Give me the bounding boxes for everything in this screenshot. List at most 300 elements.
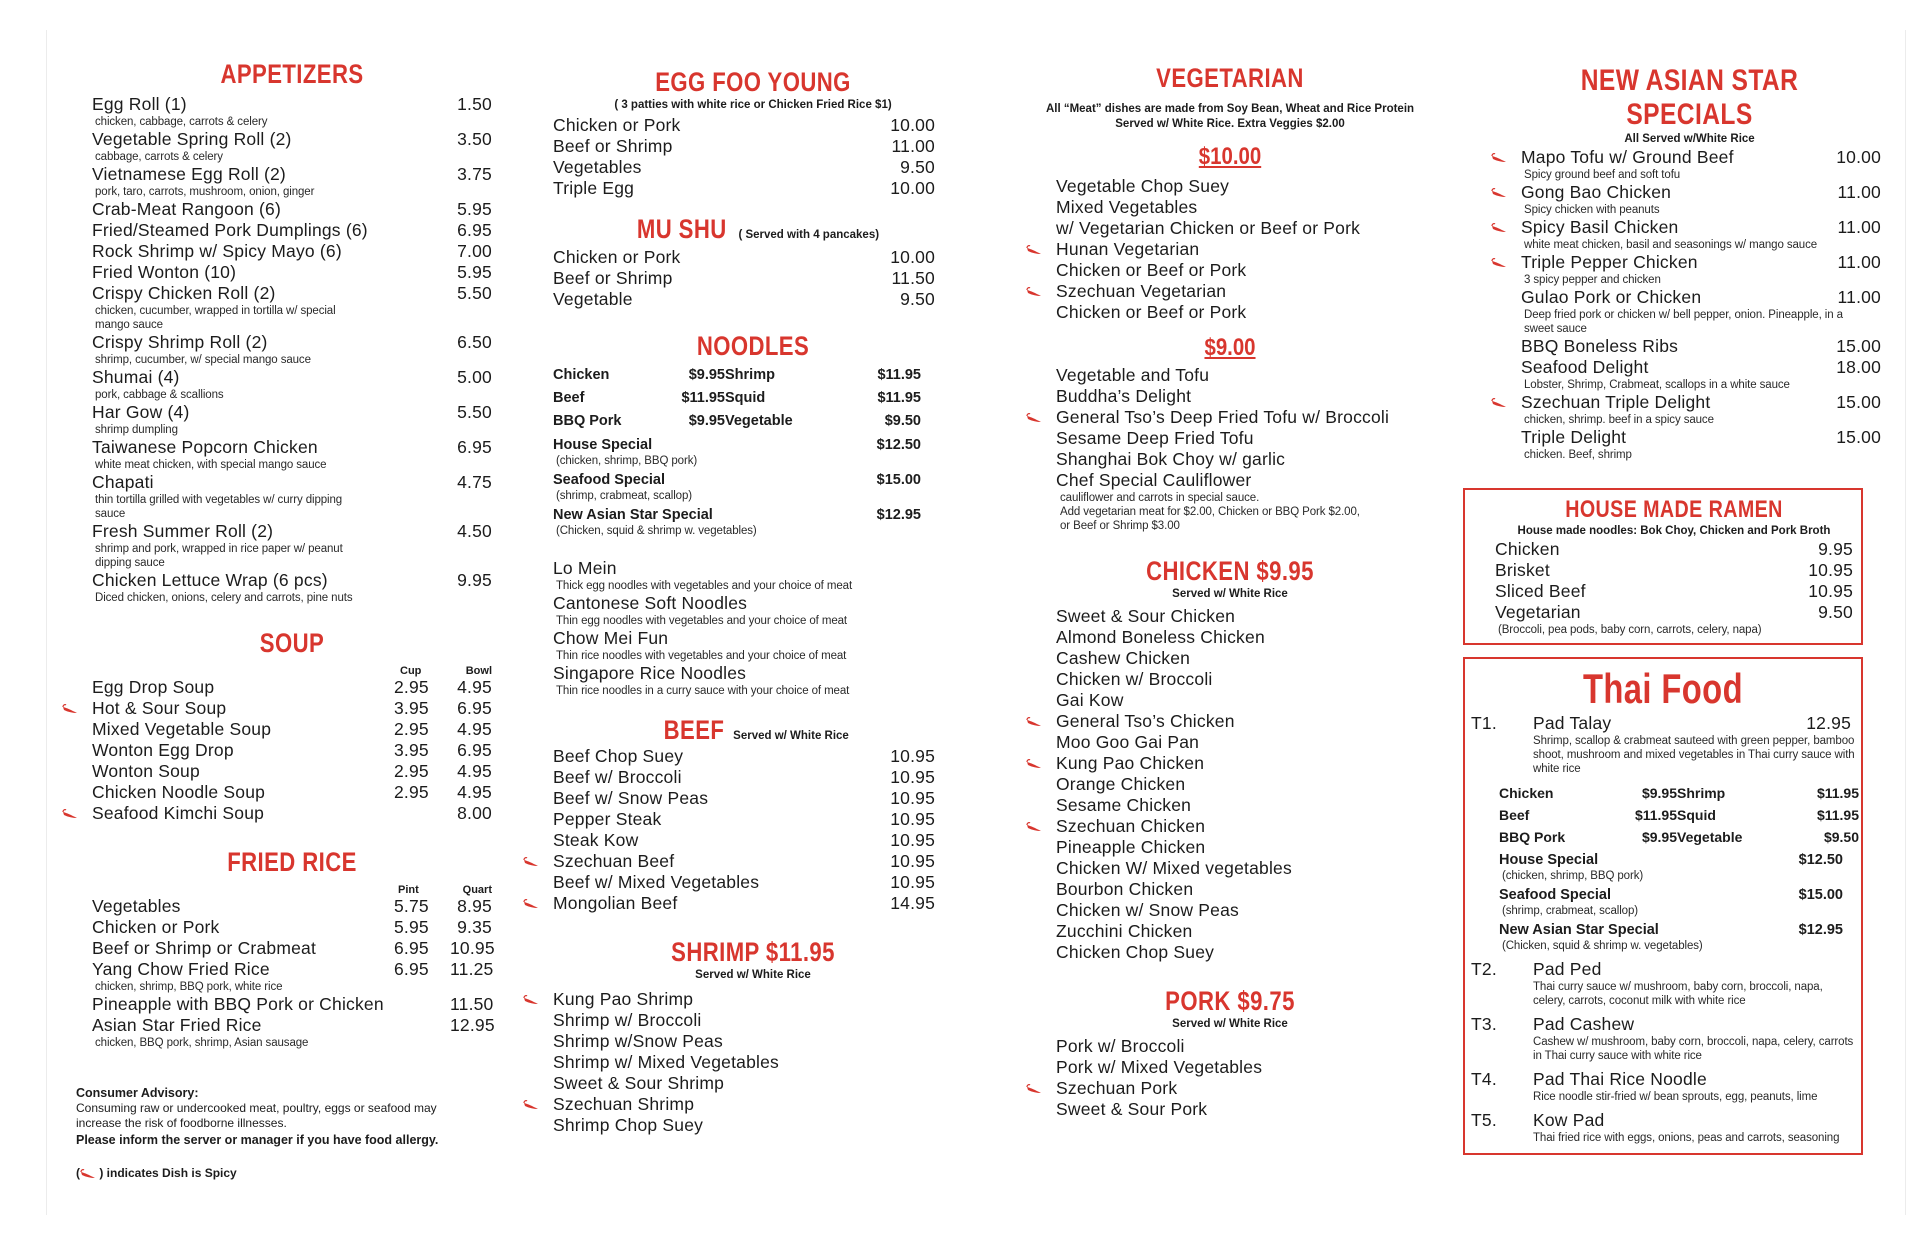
grid-label: Vegetable (1677, 829, 1743, 845)
menu-item-row (553, 268, 935, 289)
menu-item-price-large: 4.95 (457, 761, 492, 781)
menu-item-row (553, 809, 935, 830)
menu-item (1495, 581, 1853, 602)
menu-item-name: Sliced Beef (1495, 581, 1586, 601)
chicken-title: CHICKEN $9.95 (1146, 556, 1314, 586)
menu-item-name: Seafood Delight (1521, 357, 1649, 377)
special-price: $12.50 (876, 437, 921, 453)
menu-item (1056, 711, 1440, 732)
menu-item (553, 289, 935, 310)
menu-item-name: Wonton Soup (92, 761, 200, 781)
menu-item-price: 10.95 (1808, 560, 1853, 580)
menu-item-name: Pineapple with BBQ Pork or Chicken (92, 994, 384, 1014)
menu-item-name: Spicy Basil Chicken (1521, 217, 1679, 237)
menu-item-row (92, 332, 492, 353)
menu-item (1056, 197, 1440, 239)
menu-item (92, 896, 492, 917)
menu-item-price: 7.00 (457, 241, 492, 261)
menu-item (92, 994, 492, 1015)
spicy-pepper-icon (1026, 413, 1042, 423)
thai-item-row (1471, 1110, 1855, 1131)
menu-item-row (1056, 837, 1440, 858)
menu-item-name: Sesame Deep Fried Tofu (1056, 428, 1254, 448)
grid-label: Beef (553, 390, 585, 406)
menu-item-price-small: 2.95 (394, 677, 429, 697)
menu-item-price-small: 5.95 (394, 917, 429, 937)
menu-item (1521, 392, 1881, 427)
menu-item (92, 367, 492, 402)
column-2 (553, 66, 953, 1136)
egg-foo-young-note: ( 3 patties with white rice or Chicken Fried Rice $1) (614, 99, 892, 111)
menu-item-price: 5.50 (457, 402, 492, 422)
menu-item-row (553, 746, 935, 767)
menu-item-row (1056, 239, 1440, 260)
menu-item-price: 11.00 (1837, 217, 1881, 237)
menu-item-price-large: 6.95 (457, 698, 492, 718)
menu-item-name: Sweet & Sour Pork (1056, 1099, 1208, 1119)
menu-item-price-small: 6.95 (394, 938, 429, 958)
menu-item-price-large: 4.95 (457, 782, 492, 802)
menu-item-desc: shrimp and pork, wrapped in rice paper w/ peanut dipping sauce (95, 543, 343, 569)
menu-item-row (553, 788, 935, 809)
menu-item (553, 1115, 953, 1136)
menu-item-row (1056, 690, 1440, 711)
menu-item-price-large: 11.50 (450, 994, 494, 1014)
special-name: Seafood Special (1499, 887, 1612, 903)
menu-item-row (1495, 581, 1853, 602)
menu-item-row (92, 959, 492, 980)
spicy-pepper-icon (1026, 245, 1042, 255)
menu-item-row (92, 402, 492, 423)
menu-item-name: Chicken w/ Broccoli (1056, 669, 1213, 689)
spicy-pepper-icon (1026, 287, 1042, 297)
mu-shu-header (553, 213, 953, 245)
mu-shu-title: MU SHU (636, 214, 727, 244)
menu-item-row (553, 1031, 953, 1052)
menu-item-row (92, 570, 492, 591)
column-1 (76, 58, 495, 1181)
menu-item-row (1056, 627, 1440, 648)
grid-label: BBQ Pork (1499, 829, 1566, 845)
menu-item-row (553, 178, 935, 199)
grid-label: Squid (1677, 807, 1716, 823)
menu-item-name: Steak Kow (553, 830, 639, 850)
menu-item-price: 9.50 (900, 289, 935, 309)
menu-item-name: Szechuan Triple Delight (1521, 392, 1711, 412)
menu-item-price: 14.95 (890, 893, 935, 913)
menu-item-row (1521, 217, 1881, 238)
menu-item-name: Taiwanese Popcorn Chicken (92, 437, 318, 457)
menu-item-row (1056, 197, 1440, 218)
thai-t1-price: 12.95 (1806, 713, 1851, 733)
menu-item-name: Asian Star Fried Rice (92, 1015, 262, 1035)
menu-item (1521, 336, 1881, 357)
menu-item (92, 164, 492, 199)
cauliflower-desc-line3: or Beef or Shrimp $3.00 (1060, 520, 1180, 532)
menu-item-price: 10.00 (890, 115, 935, 135)
menu-item-row (553, 558, 953, 579)
menu-item-desc: Diced chicken, onions, celery and carrots, pine nuts (95, 592, 353, 604)
soup-column-headers (400, 665, 492, 677)
menu-item-price: 10.95 (890, 767, 935, 787)
menu-item-desc: chicken. Beef, shrimp (1524, 449, 1632, 461)
menu-item (553, 663, 953, 698)
menu-item-name: Vegetable (553, 289, 633, 309)
menu-item (1056, 449, 1440, 470)
menu-item (553, 746, 935, 767)
menu-item-row (1056, 1036, 1440, 1057)
menu-item-name: Fried/Steamed Pork Dumplings (6) (92, 220, 368, 240)
spicy-pepper-icon (1026, 759, 1042, 769)
spicy-pepper-icon (523, 857, 539, 867)
menu-item-row (92, 164, 492, 185)
menu-item-name: Chicken Lettuce Wrap (6 pcs) (92, 570, 328, 590)
chicken-note: Served w/ White Rice (1172, 588, 1288, 600)
menu-item-subline: w/ Vegetarian Chicken or Beef or Pork (1056, 218, 1361, 238)
soup-title: SOUP (259, 628, 325, 658)
menu-item-price: 10.95 (890, 830, 935, 850)
egg-foo-young-title: EGG FOO YOUNG (655, 67, 851, 97)
menu-item-row (92, 367, 492, 388)
thai-item (1471, 1069, 1855, 1104)
menu-item (1521, 182, 1881, 217)
menu-item-row (553, 989, 953, 1010)
menu-item-name: Vegetable Spring Roll (2) (92, 129, 292, 149)
menu-item (553, 593, 953, 628)
menu-item-row (1056, 281, 1440, 302)
menu-item-row (1056, 921, 1440, 942)
menu-item-row (1056, 1099, 1440, 1120)
menu-item-row (553, 830, 935, 851)
menu-item-name: General Tso’s Deep Fried Tofu w/ Broccoli (1056, 407, 1390, 427)
menu-item-desc: Spicy chicken with peanuts (1524, 204, 1660, 216)
menu-item-row (553, 851, 935, 872)
menu-item-price: 4.75 (457, 472, 492, 492)
thai-item-row (1471, 1069, 1855, 1090)
menu-item (553, 989, 953, 1010)
menu-item-row (1056, 176, 1440, 197)
beef-header (553, 714, 953, 746)
menu-item-row (92, 1015, 495, 1036)
special-price: $12.95 (1798, 922, 1843, 938)
thai-t1 (1471, 713, 1855, 776)
special-desc: (chicken, shrimp, BBQ pork) (556, 455, 698, 467)
cauliflower-desc (1060, 491, 1440, 533)
menu-item (1521, 287, 1881, 336)
menu-item-row (553, 289, 935, 310)
menu-item-price-small: 2.95 (394, 761, 429, 781)
menu-item-price: 11.00 (1837, 182, 1881, 202)
menu-item-row (1056, 795, 1440, 816)
special-name: Seafood Special (553, 472, 666, 488)
appetizers-title: APPETIZERS (220, 59, 364, 89)
menu-item-row (553, 1094, 953, 1115)
menu-item (553, 893, 935, 914)
menu-item-price: 15.00 (1836, 336, 1881, 356)
menu-item-row (92, 283, 492, 304)
menu-item-row (1056, 407, 1440, 428)
thai-t1-row (1471, 713, 1855, 734)
egg-foo-young-list (553, 115, 953, 199)
grid-label: Chicken (553, 367, 610, 383)
allergy-notice: Please inform the server or manager if you have food allergy. (76, 1133, 439, 1147)
menu-item-name: Yang Chow Fried Rice (92, 959, 270, 979)
menu-item (1056, 816, 1440, 837)
menu-item-row (1495, 539, 1853, 560)
ramen-title: HOUSE MADE RAMEN (1565, 496, 1783, 523)
menu-item-row (1521, 252, 1881, 273)
menu-item-row (553, 1010, 953, 1031)
menu-item-name: Vietnamese Egg Roll (2) (92, 164, 286, 184)
menu-item (92, 917, 492, 938)
grid-price: $11.95 (1634, 807, 1677, 823)
menu-item-row (553, 872, 935, 893)
menu-item-desc: chicken, cucumber, wrapped in tortilla w/ special mango sauce (95, 305, 336, 331)
thai-t1-name: Pad Talay (1533, 713, 1612, 733)
menu-item (1056, 690, 1440, 711)
menu-item-name: Beef or Shrimp (553, 136, 673, 156)
menu-item-price: 11.00 (1837, 252, 1881, 272)
menu-item-desc: pork, cabbage & scallions (95, 389, 224, 401)
menu-item (1521, 357, 1881, 392)
menu-item-row (1056, 753, 1440, 774)
menu-item-name: Brisket (1495, 560, 1550, 580)
thai-item-desc: Thai curry sauce w/ mushroom, baby corn, broccoli, napa, celery, carrots, coconut milk with white rice (1533, 981, 1823, 1007)
spicy-pepper-icon (62, 704, 78, 714)
grid-price: $9.50 (1823, 829, 1859, 845)
menu-item-price: 9.50 (1818, 602, 1853, 622)
menu-item (1056, 669, 1440, 690)
spicy-legend: ( ) indicates Dish is Spicy (76, 1166, 237, 1180)
special-desc: (shrimp, crabmeat, scallop) (1502, 905, 1638, 917)
menu-item-row (92, 262, 492, 283)
menu-item-name: Pork w/ Broccoli (1056, 1036, 1185, 1056)
grid-price: $9.50 (884, 413, 921, 429)
menu-item-row (92, 199, 492, 220)
menu-item-price: 10.95 (1808, 581, 1853, 601)
menu-item-name: Buddha’s Delight (1056, 386, 1192, 406)
menu-item-name: Chapati (92, 472, 154, 492)
menu-item-name: Shrimp w/ Mixed Vegetables (553, 1052, 780, 1072)
menu-item-price: 5.95 (457, 262, 492, 282)
soup-list (92, 677, 492, 824)
menu-item (1521, 147, 1881, 182)
menu-item-price: 10.00 (890, 247, 935, 267)
thai-item-desc: Thai fried rice with eggs, onions, peas and carrots, seasoning (1533, 1132, 1840, 1144)
thai-item-desc: Rice noodle stir-fried w/ bean sprouts, egg, peanuts, lime (1533, 1091, 1818, 1103)
menu-item-row (92, 938, 495, 959)
menu-item-row (1056, 648, 1440, 669)
spicy-pepper-icon (62, 809, 78, 819)
menu-item-name: Seafood Kimchi Soup (92, 803, 265, 823)
menu-item-row (1056, 669, 1440, 690)
menu-item-subline: Chicken or Beef or Pork (1056, 302, 1247, 322)
menu-item (92, 782, 492, 803)
menu-item-row (92, 129, 492, 150)
menu-item-row (553, 136, 935, 157)
menu-item (92, 698, 492, 719)
menu-item-name: Rock Shrimp w/ Spicy Mayo (6) (92, 241, 342, 261)
menu-item (553, 268, 935, 289)
thai-item-code: T3. (1471, 1014, 1497, 1034)
special-name: New Asian Star Special (1499, 922, 1659, 938)
menu-item-name: Pork w/ Mixed Vegetables (1056, 1057, 1263, 1077)
menu-item-name: Beef or Shrimp (553, 268, 673, 288)
menu-item-row (92, 917, 492, 938)
appetizers-list (92, 94, 492, 605)
spicy-pepper-icon (1026, 822, 1042, 832)
menu-item (1056, 239, 1440, 281)
menu-item-row (1056, 900, 1440, 921)
menu-item-row (1495, 602, 1853, 623)
menu-item (553, 115, 935, 136)
menu-item-price-large: 8.00 (457, 803, 492, 823)
menu-item-name: Beef w/ Broccoli (553, 767, 682, 787)
thai-item-name: Pad Cashew (1533, 1014, 1635, 1034)
fried-rice-quart-header: Quart (462, 884, 492, 896)
fried-rice-list (92, 896, 495, 1050)
menu-item-name: Bourbon Chicken (1056, 879, 1194, 899)
menu-item (92, 437, 492, 472)
menu-item-price: 4.50 (457, 521, 492, 541)
menu-item-price: 11.50 (891, 268, 935, 288)
menu-item (553, 809, 935, 830)
menu-item-name: BBQ Boneless Ribs (1521, 336, 1679, 356)
menu-item (1056, 942, 1440, 963)
menu-item-name: Vegetables (92, 896, 181, 916)
menu-item-price: 6.95 (457, 220, 492, 240)
menu-item (553, 1010, 953, 1031)
special-row (1499, 921, 1843, 939)
menu-item-row (553, 247, 935, 268)
menu-item (1056, 1078, 1440, 1099)
menu-item-name: Beef Chop Suey (553, 746, 684, 766)
menu-item-name: Egg Drop Soup (92, 677, 215, 697)
menu-item-row (92, 803, 492, 824)
special-item (553, 436, 921, 468)
spicy-pepper-icon (1491, 153, 1507, 163)
spicy-pepper-icon (1491, 188, 1507, 198)
menu-item (1056, 470, 1440, 491)
menu-item (92, 570, 492, 605)
menu-item-row (92, 698, 492, 719)
menu-item-row (92, 241, 492, 262)
special-row (553, 436, 921, 454)
special-name: New Asian Star Special (553, 507, 713, 523)
vegetarian-tier2-list (1056, 365, 1440, 491)
menu-item-subline: Chicken or Beef or Pork (1056, 260, 1247, 280)
menu-item-row (553, 1115, 953, 1136)
menu-item-name: Szechuan Pork (1056, 1078, 1178, 1098)
menu-item-name: Egg Roll (1) (92, 94, 187, 114)
menu-item-price: 18.00 (1836, 357, 1881, 377)
thai-item-name: Kow Pad (1533, 1110, 1605, 1130)
menu-item-price: 3.50 (457, 129, 492, 149)
menu-item-desc: white meat chicken, with special mango sauce (95, 459, 327, 471)
menu-item (553, 1094, 953, 1115)
grid-price: $9.95 (1641, 785, 1677, 801)
menu-item-row (1056, 732, 1440, 753)
menu-item (92, 220, 492, 241)
menu-item (553, 851, 935, 872)
menu-item-name: Beef w/ Mixed Vegetables (553, 872, 760, 892)
beef-list (553, 746, 953, 914)
menu-item (553, 1073, 953, 1094)
menu-item-name: Pepper Steak (553, 809, 662, 829)
menu-item (1056, 795, 1440, 816)
ramen-list (1495, 539, 1853, 637)
menu-item-name: Lo Mein (553, 558, 617, 578)
grid-price: $11.95 (1816, 807, 1859, 823)
menu-item-row (1521, 392, 1881, 413)
menu-item-name: Triple Pepper Chicken (1521, 252, 1698, 272)
noodles-items (553, 558, 953, 698)
menu-item-name: Triple Delight (1521, 427, 1627, 447)
spicy-pepper-icon (523, 995, 539, 1005)
menu-item-name: Kung Pao Shrimp (553, 989, 694, 1009)
special-row (553, 506, 921, 524)
menu-item-name: Triple Egg (553, 178, 635, 198)
menu-item (1495, 539, 1853, 560)
menu-item-name: Shrimp w/Snow Peas (553, 1031, 723, 1051)
menu-item-price-small: 5.75 (394, 896, 429, 916)
menu-item-name: Moo Goo Gai Pan (1056, 732, 1200, 752)
menu-item (1056, 858, 1440, 879)
thai-specials (1499, 851, 1843, 953)
menu-item-desc: chicken, cabbage, carrots & celery (95, 116, 268, 128)
menu-item-row (553, 767, 935, 788)
shrimp-note: Served w/ White Rice (695, 969, 811, 981)
special-price: $15.00 (876, 472, 921, 488)
menu-item-price-large: 11.25 (450, 959, 494, 979)
menu-item-desc: Spicy ground beef and soft tofu (1524, 169, 1681, 181)
scan-edge-right (1905, 30, 1906, 1215)
menu-item (1056, 407, 1440, 428)
thai-item-row (1471, 1014, 1855, 1035)
menu-item (553, 558, 953, 593)
menu-item-name: Szechuan Chicken (1056, 816, 1206, 836)
menu-item-name: Fresh Summer Roll (2) (92, 521, 274, 541)
menu-item-name: Chow Mei Fun (553, 628, 669, 648)
menu-item-row (92, 521, 492, 542)
menu-item (1056, 879, 1440, 900)
menu-item-name: Fried Wonton (10) (92, 262, 237, 282)
menu-item-row (92, 220, 492, 241)
thai-item-code: T5. (1471, 1110, 1497, 1130)
menu-item-price: 5.95 (457, 199, 492, 219)
menu-item-desc: white meat chicken, basil and seasonings w/ mango sauce (1524, 239, 1818, 251)
noodles-specials (553, 436, 921, 538)
menu-item-desc: (Broccoli, pea pods, baby corn, carrots, celery, napa) (1498, 624, 1762, 636)
menu-item (1521, 427, 1881, 462)
grid-price: $11.95 (1816, 785, 1859, 801)
menu-item-price: 9.95 (457, 570, 492, 590)
menu-item-name: Crispy Chicken Roll (2) (92, 283, 276, 303)
menu-item-name: Chef Special Cauliflower (1056, 470, 1252, 490)
special-desc: (Chicken, squid & shrimp w. vegetables) (556, 525, 757, 537)
menu-item-row (92, 740, 492, 761)
menu-item-row (92, 761, 492, 782)
menu-item-price-small: 6.95 (394, 959, 429, 979)
menu-item-row (553, 663, 953, 684)
menu-item-price-large: 12.95 (450, 1015, 495, 1035)
thai-item-name: Pad Ped (1533, 959, 1602, 979)
menu-item-row (92, 896, 492, 917)
thai-t1-code: T1. (1471, 713, 1497, 733)
menu-item-price: 6.50 (457, 332, 492, 352)
column-4 (1471, 64, 1892, 1155)
menu-item (92, 332, 492, 367)
